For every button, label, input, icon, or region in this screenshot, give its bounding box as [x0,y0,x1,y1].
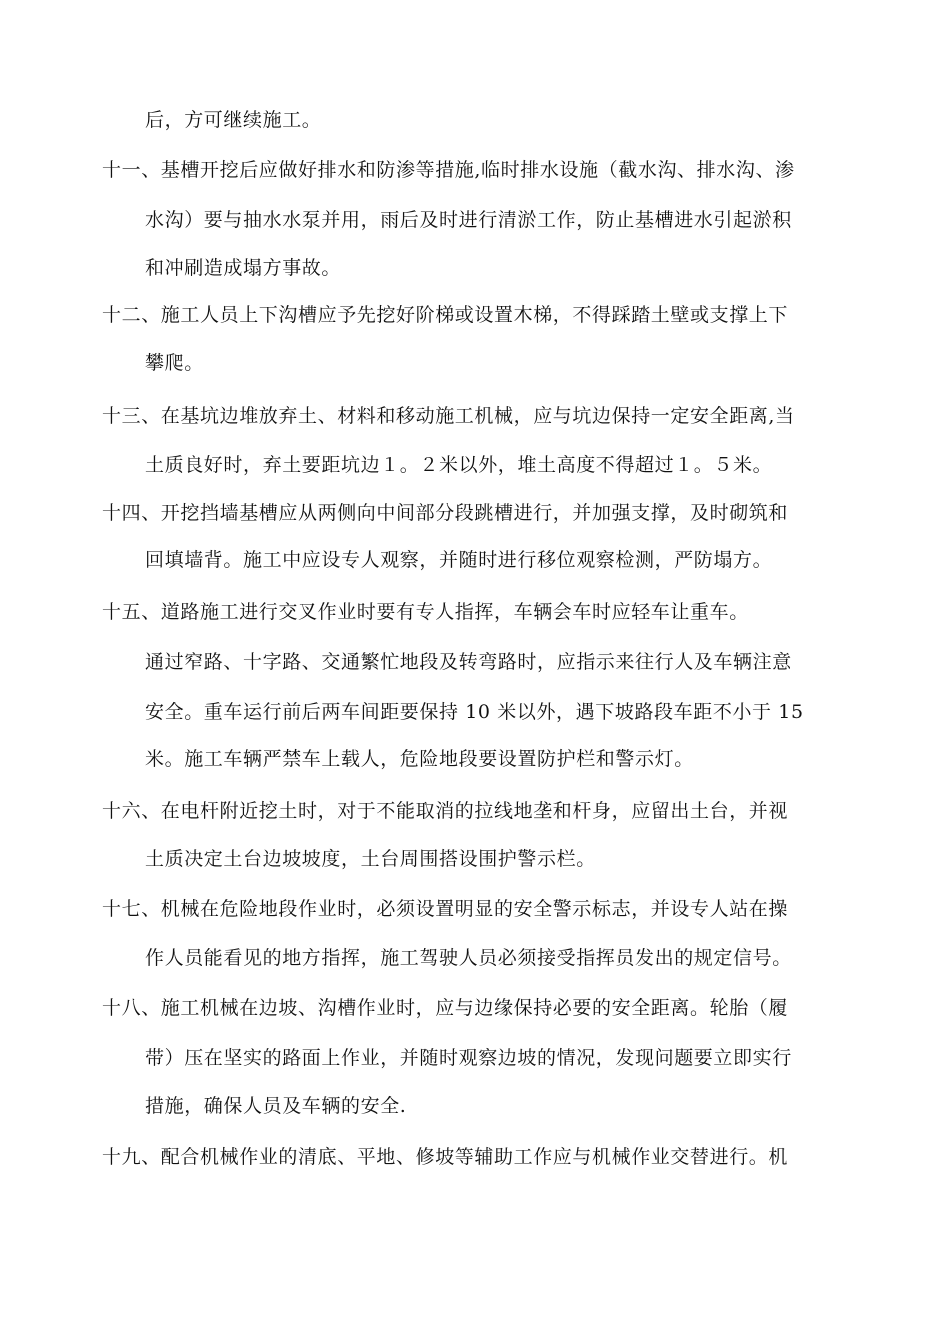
text-line: 带）压在坚实的路面上作业，并随时观察边坡的情况，发现问题要立即实行 [145,1047,792,1069]
clause-12-line: 十二、施工人员上下沟槽应予先挖好阶梯或设置木梯，不得踩踏土壁或支撑上下 [102,304,789,326]
text-line: 回填墙背。施工中应设专人观察，并随时进行移位观察检测，严防塌方。 [145,549,773,571]
text-line: 通过窄路、十字路、交通繁忙地段及转弯路时，应指示来往行人及车辆注意 [145,651,792,673]
clause-19-line: 十九、配合机械作业的清底、平地、修坡等辅助工作应与机械作业交替进行。机 [102,1146,789,1168]
text-line: 攀爬。 [145,352,204,374]
clause-17-line: 十七、机械在危险地段作业时，必须设置明显的安全警示标志，并设专人站在操 [102,898,789,920]
clause-15-line: 十五、道路施工进行交叉作业时要有专人指挥，车辆会车时应轻车让重车。 [102,601,749,623]
text-line: 安全。重车运行前后两车间距要保持 10 米以外，遇下坡路段车距不小于 15 [145,701,804,723]
text-line: 和冲刷造成塌方事故。 [145,257,342,279]
clause-14-line: 十四、开挖挡墙基槽应从两侧向中间部分段跳槽进行，并加强支撑，及时砌筑和 [102,502,789,524]
clause-18-line: 十八、施工机械在边坡、沟槽作业时，应与边缘保持必要的安全距离。轮胎（履 [102,997,789,1019]
text-line: 米。施工车辆严禁车上载人，危险地段要设置防护栏和警示灯。 [145,748,694,770]
text-line: 水沟）要与抽水水泵并用，雨后及时进行清淤工作，防止基槽进水引起淤积 [145,209,792,231]
text-line: 作人员能看见的地方指挥，施工驾驶人员必须接受指挥员发出的规定信号。 [145,947,792,969]
text-line: 土质决定土台边坡坡度，土台周围搭设围护警示栏。 [145,848,596,870]
text-line: 后，方可继续施工。 [145,109,322,131]
text-line: 土质良好时，弃土要距坑边１。２米以外，堆土高度不得超过１。５米。 [145,454,773,476]
clause-11-line: 十一、基槽开挖后应做好排水和防渗等措施,临时排水设施（截水沟、排水沟、渗 [102,159,795,181]
clause-16-line: 十六、在电杆附近挖土时，对于不能取消的拉线地垄和杆身，应留出土台，并视 [102,800,789,822]
text-line: 措施，确保人员及车辆的安全. [145,1095,407,1117]
clause-13-line: 十三、在基坑边堆放弃土、材料和移动施工机械，应与坑边保持一定安全距离,当 [102,405,795,427]
